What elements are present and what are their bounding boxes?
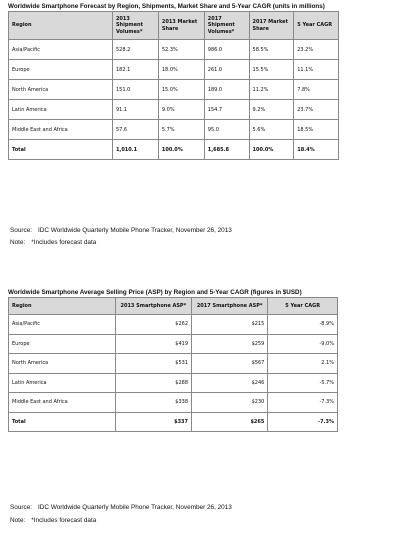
header-2017-shipment: 2017 Shipment Volumes* (204, 12, 249, 40)
header-2017-asp: 2017 Smartphone ASP* (192, 298, 268, 315)
cell: Middle East and Africa (9, 120, 113, 140)
cell: -5.7% (268, 373, 338, 393)
table-header-row (9, 298, 338, 315)
table-row (9, 60, 339, 80)
cell: 5.7% (158, 120, 204, 140)
cell: 58.5% (249, 40, 294, 60)
cell: Europe (9, 60, 113, 80)
cell: $262 (115, 315, 191, 335)
cell: 1,010.1 (112, 140, 158, 160)
asp-table (8, 297, 338, 432)
cell: $215 (192, 315, 268, 335)
cell: Total (9, 412, 116, 432)
source-text: IDC Worldwide Quarterly Mobile Phone Tracker, November 26, 2013 (38, 227, 232, 234)
cell: 261.0 (204, 60, 249, 80)
shipments-table-title: Worldwide Smartphone Forecast by Region, Shipments, Market Share and 5-Year CAGR (units in millions) (8, 3, 325, 10)
cell: $419 (115, 334, 191, 354)
source-line-2 (10, 503, 232, 512)
table-row (9, 120, 339, 140)
cell: 2.1% (268, 354, 338, 374)
cell: 1,685.8 (204, 140, 249, 160)
table-header-row (9, 12, 339, 40)
cell: Middle East and Africa (9, 393, 116, 413)
asp-table-block (8, 289, 338, 432)
header-region: Region (9, 12, 113, 40)
source-text: IDC Worldwide Quarterly Mobile Phone Tracker, November 26, 2013 (38, 504, 232, 511)
cell: 100.0% (249, 140, 294, 160)
cell: 95.0 (204, 120, 249, 140)
cell: -9.0% (268, 334, 338, 354)
shipments-table (8, 11, 339, 160)
cell: 100.0% (158, 140, 204, 160)
asp-table-title: Worldwide Smartphone Average Selling Price (ASP) by Region and 5-Year CAGR (figures in $USD) (8, 289, 302, 296)
note-line-2 (10, 516, 96, 525)
cell: $246 (192, 373, 268, 393)
cell: $531 (115, 354, 191, 374)
cell: 11.2% (249, 80, 294, 100)
cell: 15.0% (158, 80, 204, 100)
cell: 18.0% (158, 60, 204, 80)
table-total-row (9, 412, 338, 432)
cell: -7.3% (268, 412, 338, 432)
cell: $338 (115, 393, 191, 413)
header-2017-share: 2017 Market Share (249, 12, 294, 40)
cell: 91.1 (112, 100, 158, 120)
cell: -8.9% (268, 315, 338, 335)
table-row (9, 40, 339, 60)
cell: 18.4% (294, 140, 339, 160)
shipments-table-block (8, 3, 339, 160)
cell: 154.7 (204, 100, 249, 120)
cell: 23.2% (294, 40, 339, 60)
note-label: Note: (10, 517, 26, 524)
cell: 189.0 (204, 80, 249, 100)
source-line-1 (10, 226, 232, 235)
cell: 9.2% (249, 100, 294, 120)
table-row (9, 315, 338, 335)
cell: $567 (192, 354, 268, 374)
header-cagr: 5 Year CAGR (268, 298, 338, 315)
cell: North America (9, 80, 113, 100)
cell: 52.3% (158, 40, 204, 60)
table-row (9, 354, 338, 374)
header-region: Region (9, 298, 116, 315)
cell: $288 (115, 373, 191, 393)
cell: Asia/Pacific (9, 40, 113, 60)
cell: 7.8% (294, 80, 339, 100)
cell: 15.5% (249, 60, 294, 80)
cell: Total (9, 140, 113, 160)
cell: 9.0% (158, 100, 204, 120)
cell: 23.7% (294, 100, 339, 120)
cell: $230 (192, 393, 268, 413)
table-row (9, 393, 338, 413)
cell: 5.6% (249, 120, 294, 140)
cell: $265 (192, 412, 268, 432)
cell: Latin America (9, 373, 116, 393)
header-2013-shipment: 2013 Shipment Volumes* (112, 12, 158, 40)
cell: 986.0 (204, 40, 249, 60)
cell: $259 (192, 334, 268, 354)
table-row (9, 100, 339, 120)
note-text: *Includes forecast data (31, 517, 97, 524)
cell: Latin America (9, 100, 113, 120)
cell: 18.5% (294, 120, 339, 140)
cell: -7.3% (268, 393, 338, 413)
table-row (9, 334, 338, 354)
cell: 182.1 (112, 60, 158, 80)
table-row (9, 373, 338, 393)
cell: 528.2 (112, 40, 158, 60)
cell: 151.0 (112, 80, 158, 100)
header-2013-share: 2013 Market Share (158, 12, 204, 40)
table-row (9, 80, 339, 100)
source-label: Source: (10, 227, 33, 234)
cell: 11.1% (294, 60, 339, 80)
header-cagr: 5 Year CAGR (294, 12, 339, 40)
cell: 57.6 (112, 120, 158, 140)
table-total-row (9, 140, 339, 160)
note-line-1 (10, 238, 96, 247)
cell: Asia/Pacific (9, 315, 116, 335)
cell: Europe (9, 334, 116, 354)
cell: $337 (115, 412, 191, 432)
header-2013-asp: 2013 Smartphone ASP* (115, 298, 191, 315)
note-text: *Includes forecast data (31, 239, 97, 246)
source-label: Source: (10, 504, 33, 511)
cell: North America (9, 354, 116, 374)
note-label: Note: (10, 239, 26, 246)
